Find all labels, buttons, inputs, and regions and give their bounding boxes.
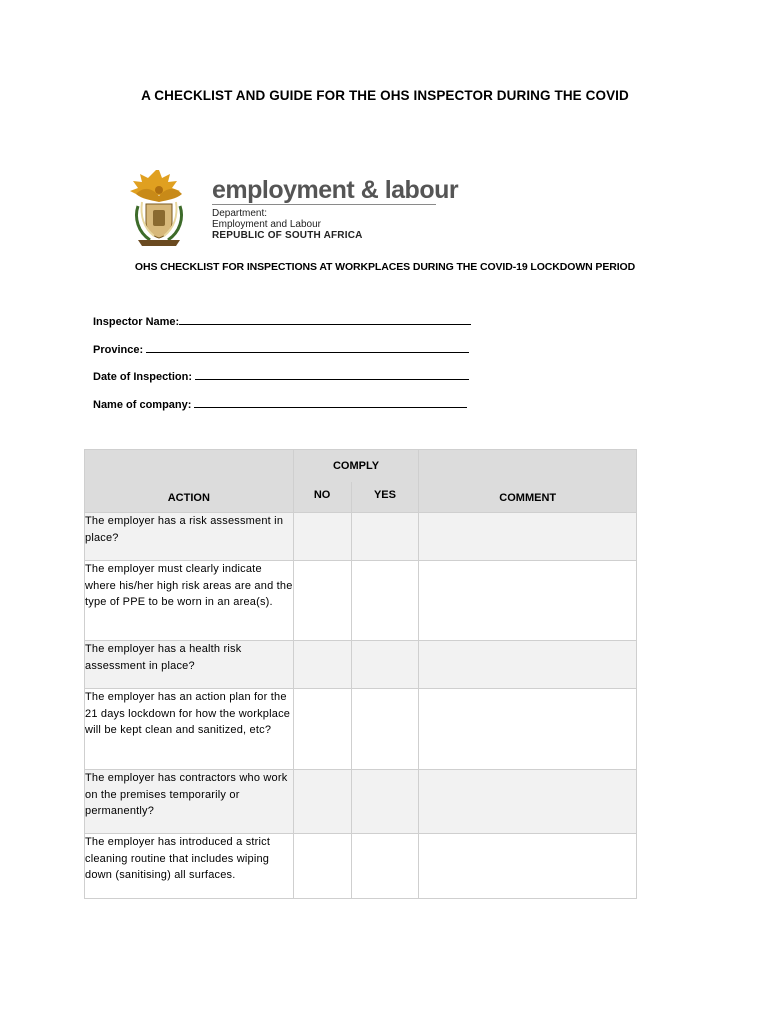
yes-cell[interactable] [351,513,419,561]
action-cell: The employer must clearly indicate where his/her high risk areas are and the type of PPE to be worn in an area(s). [85,561,294,641]
comment-cell[interactable] [419,641,637,689]
field-label: Date of Inspection: [93,371,193,383]
province-input[interactable] [146,341,469,353]
no-header [293,482,351,513]
table-header-row [85,450,637,482]
comment-cell[interactable] [419,770,637,834]
date-of-inspection-field [93,368,471,396]
no-cell[interactable] [293,513,351,561]
comment-header-label: COMMENT [499,492,557,504]
yes-header [351,482,419,513]
compliance-checklist-table [84,449,637,899]
inspector-name-input[interactable] [179,313,471,325]
department-logo [126,166,459,250]
province-field [93,341,471,369]
yes-cell[interactable] [351,561,419,641]
table-row [85,641,637,689]
table-row [85,770,637,834]
yes-header-label: YES [373,488,396,501]
company-name-input[interactable] [194,396,467,408]
checklist-subtitle: OHS CHECKLIST FOR INSPECTIONS AT WORKPLACES DURING THE COVID-19 LOCKDOWN PERIOD [134,261,636,273]
action-header-label: ACTION [167,492,210,504]
department-label: Department: [212,208,268,219]
comment-cell[interactable] [419,513,637,561]
country-name: REPUBLIC OF SOUTH AFRICA [212,230,363,241]
document-title: A CHECKLIST AND GUIDE FOR THE OHS INSPECTOR DURING THE COVID [141,88,629,103]
table-row [85,561,637,641]
department-name: Employment and Labour [212,219,321,230]
action-cell: The employer has introduced a strict cleaning routine that includes wiping down (sanitising) all surfaces. [85,834,294,899]
comment-cell[interactable] [419,834,637,899]
no-header-label: NO [313,488,331,501]
action-cell: The employer has a health risk assessment in place? [85,641,294,689]
no-cell[interactable] [293,834,351,899]
action-header [85,450,294,513]
company-name-field [93,396,471,424]
action-cell: The employer has a risk assessment in place? [85,513,294,561]
yes-cell[interactable] [351,834,419,899]
no-cell[interactable] [293,641,351,689]
comment-header [419,450,637,513]
table-row [85,513,637,561]
no-cell[interactable] [293,561,351,641]
yes-cell[interactable] [351,641,419,689]
comply-header [293,450,419,482]
action-cell: The employer has contractors who work on the premises temporarily or permanently? [85,770,294,834]
comment-cell[interactable] [419,561,637,641]
brand-divider [212,204,436,205]
action-cell: The employer has an action plan for the 21 days lockdown for how the workplace will be kept clean and sanitized, etc? [85,689,294,770]
date-of-inspection-input[interactable] [195,368,469,380]
field-label: Province: [93,343,144,356]
table-row [85,689,637,770]
inspector-name-field [93,313,471,341]
comment-cell[interactable] [419,689,637,770]
comply-header-label: COMPLY [332,459,380,472]
field-label: Inspector Name: [93,316,180,328]
yes-cell[interactable] [351,689,419,770]
table-row [85,834,637,899]
coat-of-arms-icon [126,166,192,248]
no-cell[interactable] [293,689,351,770]
no-cell[interactable] [293,770,351,834]
yes-cell[interactable] [351,770,419,834]
field-label: Name of company: [93,398,192,411]
inspection-details [93,313,471,423]
brand-name: employment & labour [212,176,459,204]
